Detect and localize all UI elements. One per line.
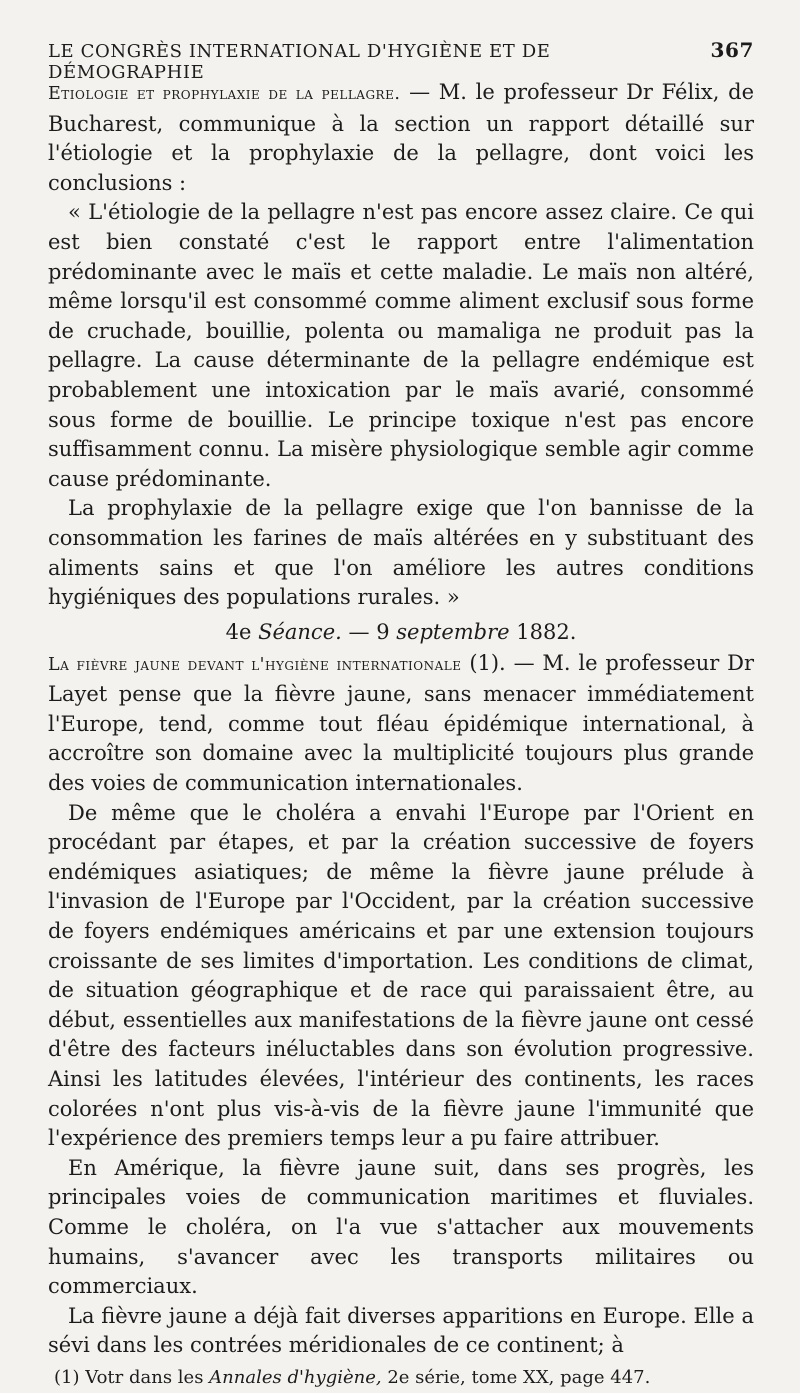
section-intro-text: — M. le professeur Dr Layet pense que la fièvre jaune, sans menacer immédiatement l'Europe, tend, comme tout fléau épidémique international, à accroître son domaine avec la multiplicité toujours plus grande des voies de communication internationales.	[48, 650, 754, 796]
page-number: 367	[710, 38, 754, 62]
section-heading-fievre-jaune: La fièvre jaune devant l'hygiène internationale	[48, 654, 462, 675]
paragraph: La prophylaxie de la pellagre exige que l'on bannisse de la consommation les farines de maïs altérées en y substituant des aliments sains et que l'on améliore les autres conditions hygiéniques des populations rurales. »	[48, 496, 754, 610]
header-title: LE CONGRÈS INTERNATIONAL D'HYGIÈNE ET DE DÉMOGRAPHIE	[48, 41, 551, 83]
session-day: 9	[376, 619, 390, 644]
session-label: Séance.	[258, 619, 342, 644]
session-heading	[48, 617, 754, 647]
section-heading-pellagre: Etiologie et prophylaxie de la pellagre.	[48, 84, 401, 104]
document-body	[48, 78, 754, 1361]
footnote-journal: Annales d'hygiène,	[209, 1366, 382, 1388]
footnote-reference: (1).	[469, 650, 506, 675]
paragraph: La fièvre jaune a déjà fait diverses apparitions en Europe. Elle a sévi dans les contrées méridionales de ce continent; à	[48, 1303, 754, 1358]
paragraph: De même que le choléra a envahi l'Europe par l'Orient en procédant par étapes, et par la création successive de foyers endémiques asiatiques; de même la fièvre jaune prélude à l'invasion de l'Europe par l'Occident, par la création successive de foyers endémiques américains et par une extension toujours croissante de ses limites d'importation. Les conditions de climat, de situation géographique et de race qui paraissaient être, au début, essentielles aux manifestations de la fièvre jaune ont cessé d'être des facteurs inéluctables dans son évolution progressive. Ainsi les latitudes élevées, l'intérieur des continents, les races colorées n'ont plus vis-à-vis de la fièvre jaune l'immunité que l'expérience des premiers temps leur a pu faire attribuer.	[48, 800, 754, 1151]
footnote-marker: (1)	[54, 1366, 80, 1388]
section-pellagre-intro	[48, 78, 754, 198]
session-dash: —	[348, 619, 370, 644]
footnote-text-before: Votr dans les	[85, 1366, 204, 1388]
running-header	[48, 38, 754, 83]
section-fievre-intro	[48, 649, 754, 799]
paragraph: En Amérique, la fièvre jaune suit, dans ses progrès, les principales voies de communication maritimes et fluviales. Comme le choléra, on l'a vue s'attacher aux mouvements humains, s'avancer avec les transports militaires ou commerciaux.	[48, 1155, 754, 1299]
session-number: 4e	[225, 619, 252, 644]
session-year: 1882.	[516, 619, 577, 644]
footnote-text-after: 2e série, tome XX, page 447.	[387, 1366, 651, 1388]
paragraph: « L'étiologie de la pellagre n'est pas encore assez claire. Ce qui est bien constaté c'est le rapport entre l'alimentation prédominante avec le maïs et cette maladie. Le maïs non altéré, même lorsqu'il est consommé comme aliment exclusif sous forme de cruchade, bouillie, polenta ou mamaliga ne produit pas la pellagre. La cause déterminante de la pellagre endémique est probablement une intoxication par le maïs avarié, consommé sous forme de bouillie. Le principe toxique n'est pas encore suffisamment connu. La misère physiologique semble agir comme cause prédominante.	[48, 200, 754, 491]
session-month: septembre	[396, 619, 510, 644]
footnote	[48, 1365, 754, 1391]
section-intro-text: — M. le professeur Dr Félix, de Bucharest, communique à la section un rapport détaillé sur l'étiologie et la prophylaxie de la pellagre, dont voici les conclusions :	[48, 80, 755, 195]
document-page	[48, 38, 754, 1391]
